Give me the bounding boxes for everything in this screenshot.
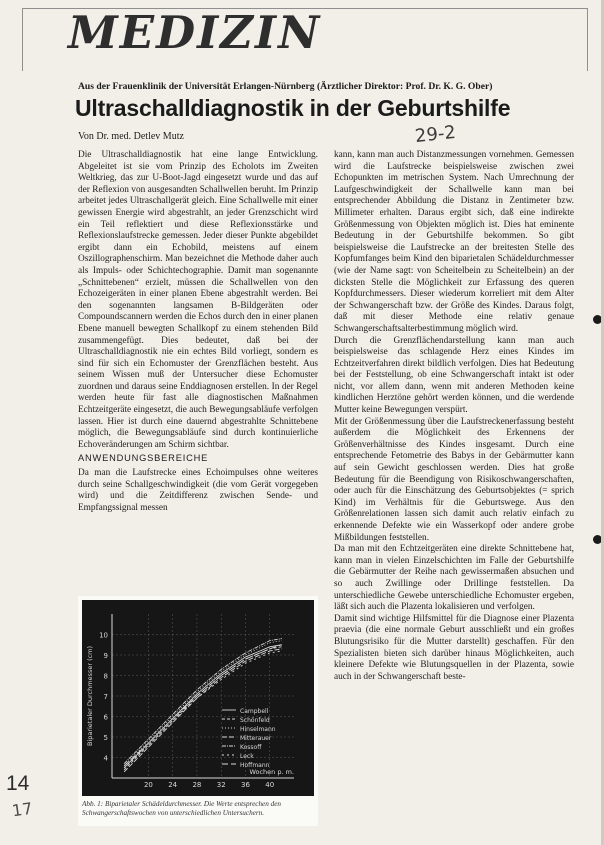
y-tick-label: 6 xyxy=(103,713,108,722)
page-number: 14 xyxy=(6,772,30,795)
handwritten-note: 29-2 xyxy=(414,121,457,148)
body-paragraph: Die Ultraschalldiagnostik hat eine lange Entwicklung. Abgeleitet ist sie vom Prinzip des Echolots im Zweiten Weltkrieg, das zur U-Boot-Jagd eingesetzt wurde und das auf der Reflexion von ausgesandten Schallwellen beruht. Im Prinzip arbeitet jedes Ultraschallgerät gleich. Eine Schallwelle mit einer gewissen Energie wird abgestrahlt, an jeder Grenzschicht wird ein Teil reflektiert und diese Reflexionsstärke und Reflexionslaufstrecke gemessen. Jeder dieser Punkte abgebildet ergibt dann ein Echobild, meistens auf einem Oszillographenschirm. Man bezeichnet die Methode daher auch als Impuls- oder Schichtechographie. Damit man sogenannte „Schnittebenen“ erzielt, müssen die Schallwellen von den Echozeigeräten in einer planen Ebene abgestrahlt werden. Bei den sogenannten langsamen B-Bildgeräten oder Compoundscannern werden die Echos durch den in einer planen Ebene manuell bewegten Schallkopf zu einem stehenden Bild zusammengefügt. Dies bedeutet, daß bei der Ultraschalldiagnostik nie ein echtes Bild vorliegt, sondern es sind für sich ein Echomuster der Grenzflächen besteht. Aus seinem Wissen muß der Untersucher diese Echomuster zuordnen und daraus seine Enddiagnosen erstellen. In der Regel werden heute für fast alle diagnostischen Maßnahmen Echtzeitgeräte eingesetzt, die auch Bewegungsabläufe verfolgen lassen. Hier ist durch eine dauernd abgestrahlte Schnittebene möglich, die Bewegungsabläufe sind durch kontinuierliche Echoveränderungen am Schirm sichtbar. xyxy=(78,150,318,450)
x-tick-label: 28 xyxy=(192,781,202,789)
y-tick-label: 8 xyxy=(103,672,108,681)
left-column xyxy=(78,150,318,514)
x-tick-label: 36 xyxy=(241,781,250,789)
x-tick-label: 40 xyxy=(265,781,275,789)
legend-label: Hoffmann xyxy=(240,762,270,769)
y-tick-label: 7 xyxy=(103,693,108,701)
x-axis-label: Wochen p. m. xyxy=(249,768,294,776)
y-axis-label: Biparietaler Durchmesser (cm) xyxy=(86,645,94,747)
punch-hole xyxy=(593,535,602,544)
right-column xyxy=(334,150,574,683)
author-line: Von Dr. med. Detlev Mutz xyxy=(78,131,184,142)
x-tick-label: 32 xyxy=(216,781,226,789)
header-rule-right xyxy=(587,8,588,71)
punch-hole xyxy=(593,315,602,324)
body-paragraph: Damit sind wichtige Hilfsmittel für die Diagnose einer Plazenta praevia (die eine normale Geburt ausschließt und ein großes Blutungsrisiko für die Mutter darstellt) geschaffen. Für den Spezialisten bieten sich darüber hinaus Möglichkeiten, auch kleinere Defekte wie Blutungsquellen in der Plazenta, sowie auch in der Schwangerschaft beste- xyxy=(334,613,574,682)
y-tick-label: 4 xyxy=(103,754,108,763)
y-tick-label: 5 xyxy=(103,734,108,742)
body-paragraph: Durch die Grenzflächendarstellung kann man auch beispielsweise das schlagende Herz eines Kindes im Echtzeitverfahren direkt bildlich verfolgen. Dies hat Bedeutung bei der Feststellung, ob eine Schwangerschaft intakt ist oder nicht, vor allem dann, wenn mit anderen Methoden keine kindlichen Herztöne gehört werden können, und die werdende Mutter keine Bewegungen verspürt. xyxy=(334,335,574,416)
legend-label: Mitterauer xyxy=(240,735,272,742)
x-tick-label: 20 xyxy=(143,781,153,789)
header-rule-left xyxy=(22,8,23,71)
figure-caption: Abb. 1: Biparietaler Schädeldurchmesser. Die Werte entsprechen den Schwangerschaftswochen von unterschiedlichen Untersuchern. xyxy=(82,800,282,817)
figure xyxy=(78,596,318,826)
legend-label: Schönfeld xyxy=(240,717,270,724)
x-tick-label: 24 xyxy=(168,781,178,789)
body-paragraph: Da man mit den Echtzeitgeräten eine direkte Schnittebene hat, kann man in vielen Einzelschichten im Falle der Geburtshilfe die Gebärmutter der Reihe nach gewissermaßen absuchen und so auch Zwillinge oder Drillinge feststellen. Da unterschiedliche Gewebe unterschiedliche Echomuster ergeben, läßt sich auch die Plazenta lokalisieren und verfolgen. xyxy=(334,544,574,613)
body-paragraph: Da man die Laufstrecke eines Echoimpulses ohne weiteres durch seine Schallgeschwindigkeit (die vom Gerät vorgegeben wird) und die Zeitdifferenz zwischen Sende- und Empfangssignal messen xyxy=(78,468,318,513)
body-paragraph: Mit der Größenmessung über die Laufstreckenerfassung besteht außerdem die Möglichkeit des Erkennens der Größenverhältnisse des Kindes insgesamt. Durch eine entsprechende Fetometrie des Babys in der Gebärmutter kann auf sein Gewicht geschlossen werden. Dies hat große Bedeutung für die Beendigung von Risikoschwangerschaften, oder auch für die Einschätzung des Geburtsobjektes (= sprich Kind) im Verhältnis für die Geburtswege. Aus den Größenrelationen lassen sich damit auch relativ einfach zu erkennende Defekte wie ein Wasserkopf oder andere grobe Mißbildungen feststellen. xyxy=(334,416,574,543)
chart-svg xyxy=(82,600,314,796)
legend-label: Campbell xyxy=(240,708,269,715)
y-tick-label: 9 xyxy=(103,652,108,660)
section-title: MEDIZIN xyxy=(68,6,322,59)
bpd-chart xyxy=(82,600,314,796)
subheading: ANWENDUNGSBEREICHE xyxy=(78,453,209,464)
y-tick-label: 10 xyxy=(99,631,108,640)
institute-line: Aus der Frauenklinik der Universität Erlangen-Nürnberg (Ärztlicher Direktor: Prof. Dr. K. G. Ober) xyxy=(78,81,493,92)
legend-label: Leck xyxy=(240,753,254,760)
article-title: Ultraschalldiagnostik in der Geburtshilfe xyxy=(75,95,511,121)
page-handwriting: 17 xyxy=(10,798,34,821)
legend-label: Hinselmann xyxy=(240,726,276,733)
body-paragraph: kann, kann man auch Distanzmessungen vornehmen. Gemessen wird die Laufstrecke beispielsweise zwischen zwei Echopunkten im metrischen System. Nach Umrechnung der Laufgeschwindigkeit der Schallwelle kann man bei entsprechender Abbildung die Distanz in Zentimeter bzw. Millimeter erhalten. Daraus ergibt sich, daß eine indirekte Größenmessung von Objekten möglich ist. Dies hat eminente Bedeutung in der Geburtshilfe bekommen. So gibt beispielsweise die Laufstrecke an der breitesten Stelle des Kopfumfanges beim Kind den biparietalen Schädeldurchmesser (wie der Name sagt: von Scheitelbein zu Scheitelbein) an der dicksten Stelle die Möglichkeit zur Erfassung des queren Kopfdurchmessers. Dieser wiederum korreliert mit dem Alter der Schwangerschaft bzw. der Größe des Kindes. Daraus folgt, daß mit dieser Methode eine relativ genaue Schwangerschaftsalterbestimmung möglich wird. xyxy=(334,150,574,334)
legend-label: Kossoff xyxy=(240,744,262,751)
